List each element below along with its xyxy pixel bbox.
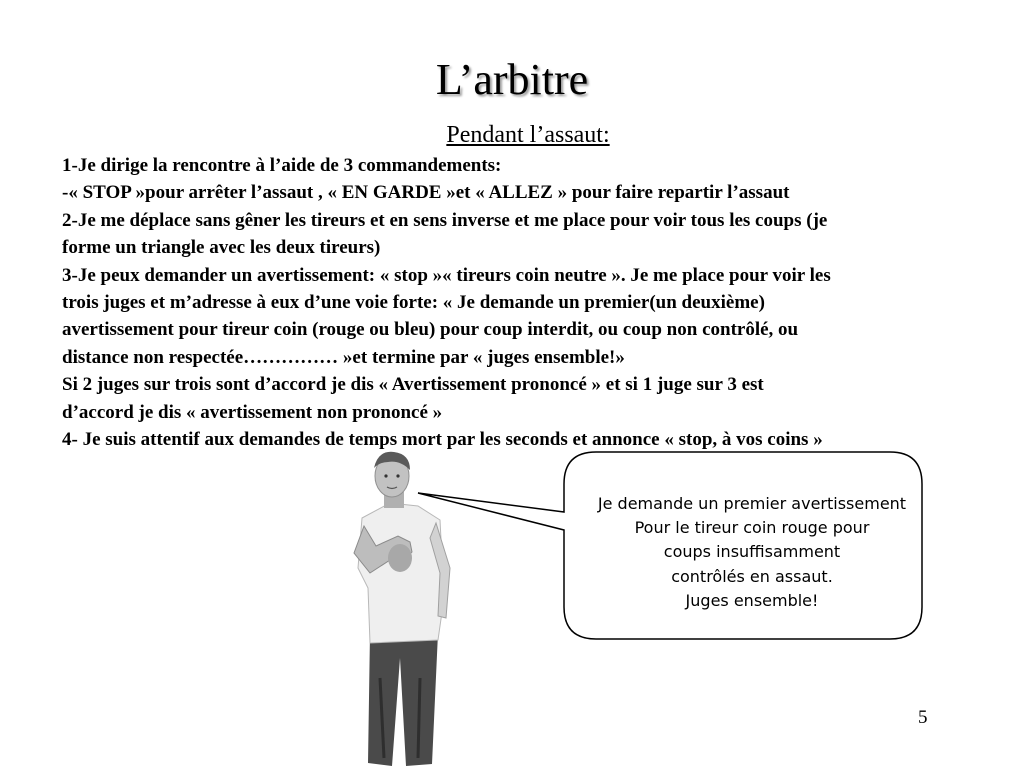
trousers [368, 633, 438, 766]
body-line: Si 2 juges sur trois sont d’accord je dis « Avertissement prononcé » et si 1 juge sur 3 est [62, 374, 764, 396]
slide-title: L’arbitre [435, 55, 589, 104]
hand [388, 544, 412, 572]
speech-bubble-text [566, 492, 938, 613]
body-line: d’accord je dis « avertissement non prononcé » [62, 401, 443, 423]
bubble-line: Juges ensemble! [685, 590, 819, 610]
body-line: 4- Je suis attentif aux demandes de temps mort par les seconds et annonce « stop, à vos coins » [62, 429, 823, 451]
bubble-line: coups insuffisamment [663, 542, 841, 562]
slide-subtitle: Pendant l’assaut: [446, 122, 610, 148]
bubble-line: contrôlés en assaut. [671, 566, 833, 586]
body-line: 2-Je me déplace sans gêner les tireurs et en sens inverse et me place pour voir tous les coups (je [62, 209, 828, 231]
bubble-line: Pour le tireur coin rouge pour [634, 518, 870, 538]
body-line: -« STOP »pour arrêter l’assaut , « EN GARDE »et « ALLEZ » pour faire repartir l’assaut [62, 182, 790, 204]
body-line: 1-Je dirige la rencontre à l’aide de 3 commandements: [62, 155, 502, 176]
body-line: forme un triangle avec les deux tireurs) [62, 237, 381, 259]
referee-figure [340, 448, 460, 768]
page-number: 5 [918, 707, 928, 728]
body-line: distance non respectée…………… »et termine par « juges ensemble!» [62, 346, 625, 368]
body-line: trois juges et m’adresse à eux d’une voie forte: « Je demande un premier(un deuxième) [62, 292, 765, 314]
body-line: avertissement pour tireur coin (rouge ou bleu) pour coup interdit, ou coup non contrôlé, ou [62, 319, 799, 341]
body-line: 3-Je peux demander un avertissement: « stop »« tireurs coin neutre ». Je me place pour voir les [62, 264, 831, 286]
bubble-line: Je demande un premier avertissement [597, 494, 907, 513]
